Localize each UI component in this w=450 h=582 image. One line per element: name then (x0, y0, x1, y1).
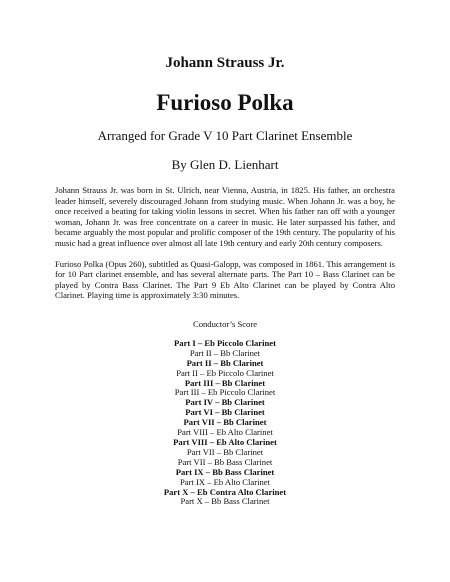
part-list-item: Part VII – Bb Bass Clarinet (177, 456, 273, 467)
conductors-score-heading: Conductor’s Score (192, 318, 258, 329)
part-list-item: Part II – Bb Clarinet (189, 347, 261, 358)
arrangement-subtitle: Arranged for Grade V 10 Part Clarinet Ensemble (97, 128, 353, 143)
part-list-item: Part VIII – Eb Alto Clarinet (173, 437, 277, 447)
part-list-item: Part IV – Bb Clarinet (185, 397, 265, 408)
arrangement-notes-paragraph: Furioso Polka (Opus 260), subtitled as Quasi-Galopp, was composed in 1861. This arrangement is for 10 Part clarinet ensemble, and has several alternate parts. The Part 10 – Bass Clarinet can be played by Contra Bass Clarinet. The Part 9 Eb Alto Clarinet can be played by Contra Alto Clarinet. Playing time is approximately 3:30 minutes. (55, 258, 395, 301)
part-list-item: Part II – Eb Piccolo Clarinet (176, 367, 274, 378)
part-list-item: Part III – Bb Clarinet (184, 377, 266, 388)
part-list-item: Part VII – Bb Clarinet (186, 446, 264, 457)
part-list-item: Part VIII – Eb Alto Clarinet (177, 427, 273, 438)
part-list-item: Part III – Eb Piccolo Clarinet (174, 387, 276, 398)
arranger-byline: By Glen D. Lienhart (171, 157, 279, 172)
part-list-item: Part X – Bb Bass Clarinet (180, 496, 270, 507)
part-list-item: Part IX – Bb Bass Clarinet (175, 466, 275, 477)
composer-name: Johann Strauss Jr. (165, 55, 285, 71)
part-list-item: Part IX – Eb Alto Clarinet (180, 476, 270, 487)
part-list-item: Part VI – Bb Clarinet (185, 407, 265, 418)
piece-title: Furioso Polka (156, 90, 294, 115)
part-list-item: Part X – Eb Contra Alto Clarinet (163, 486, 287, 497)
part-list-item: Part II – Bb Clarinet (186, 357, 264, 368)
part-list-item: Part I – Eb Piccolo Clarinet (174, 337, 276, 348)
parts-list (55, 339, 395, 507)
part-list-item: Part VII – Bb Clarinet (183, 417, 267, 428)
biography-paragraph: Johann Strauss Jr. was born in St. Ulrich, near Vienna, Austria, in 1825. His father, an orchestra leader himself, severely discouraged Johann from studying music. When Johann Jr. was a boy, he once received a beating for taking violin lessons in secret. When his father ran off with a younger woman, Johann Jr. was free concentrate on a career in music. He later surpassed his father, and became arguably the most popular and prolific composer of the 19th century. The popularity of his music had a great influence over almost all late 19th century and early 20th century composers. (55, 185, 395, 248)
